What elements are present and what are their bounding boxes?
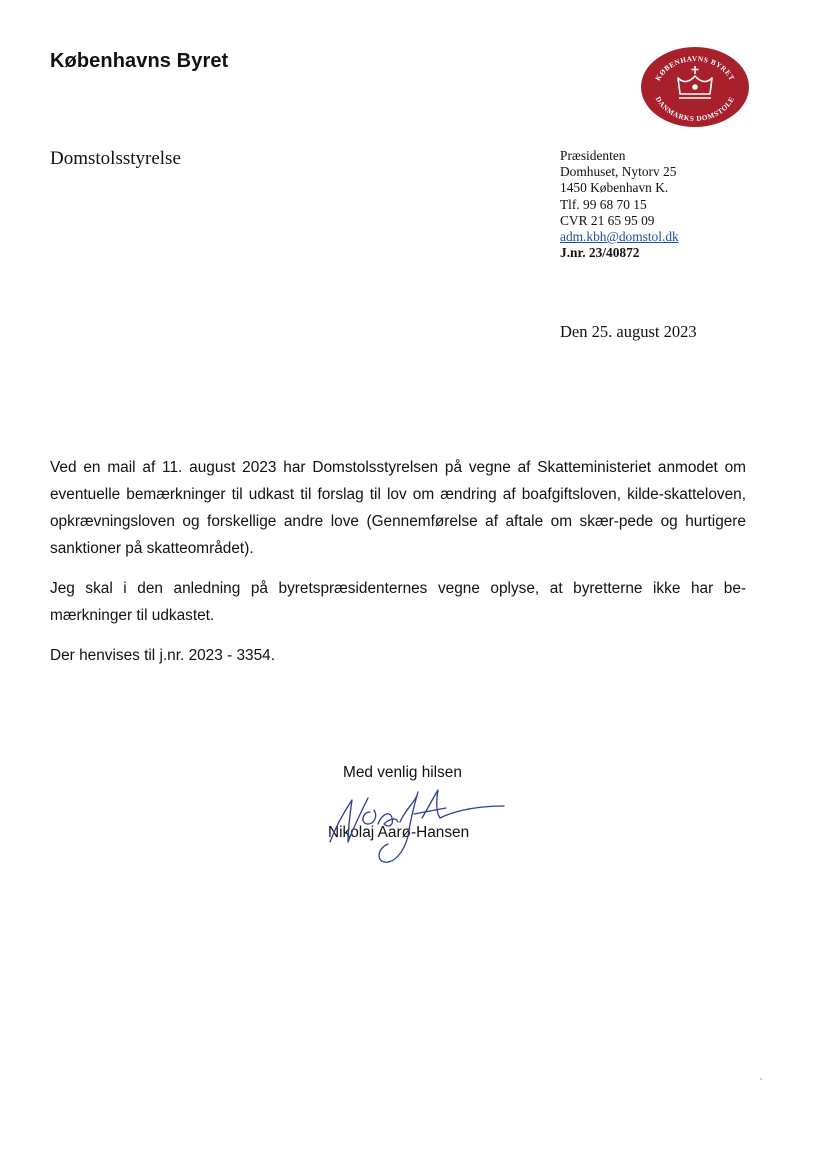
seal-bottom-text: DANMARKS DOMSTOLE (653, 95, 737, 124)
body-paragraph: Ved en mail af 11. august 2023 har Domstolsstyrelsen på vegne af Skatteministeriet anmodet om eventuelle bemærkninger til udkast til forslag til lov om ændring af boafgiftsloven, kilde-skatteloven, opkrævningsloven og forskellige andre love (Gennemførelse af aftale om skær-pede og hurtigere sanktioner på skatteområdet). (50, 459, 746, 557)
closing-greeting: Med venlig hilsen (343, 764, 462, 781)
letter-body (50, 454, 746, 682)
scan-artifact-dot (760, 1078, 762, 1080)
court-name: Københavns Byret (50, 50, 229, 72)
handwritten-signature (318, 778, 518, 874)
seal-top-text: KØBENHAVNS BYRET (653, 54, 737, 83)
sender-title: Præsidenten (560, 148, 626, 163)
sender-postal: 1450 København K. (560, 180, 669, 196)
signer-name: Nikolaj Aarø-Hansen (328, 824, 470, 841)
sender-phone: Tlf. 99 68 70 15 (560, 196, 647, 212)
court-seal-logo (640, 46, 750, 128)
body-paragraph: Der henvises til j.nr. 2023 - 3354. (50, 647, 275, 664)
sender-cvr: CVR 21 65 95 09 (560, 212, 655, 228)
sender-block (560, 148, 679, 261)
letter-date: Den 25. august 2023 (560, 322, 697, 341)
body-paragraph: Jeg skal i den anledning på byretspræsidenternes vegne oplyse, at byretterne ikke har be-mærkninger til udkastet. (50, 580, 746, 624)
sender-email-link[interactable]: adm.kbh@domstol.dk (560, 229, 679, 245)
recipient: Domstolsstyrelse (50, 148, 181, 169)
sender-case-number: J.nr. 23/40872 (560, 245, 640, 261)
sender-address: Domhuset, Nytorv 25 (560, 164, 677, 180)
